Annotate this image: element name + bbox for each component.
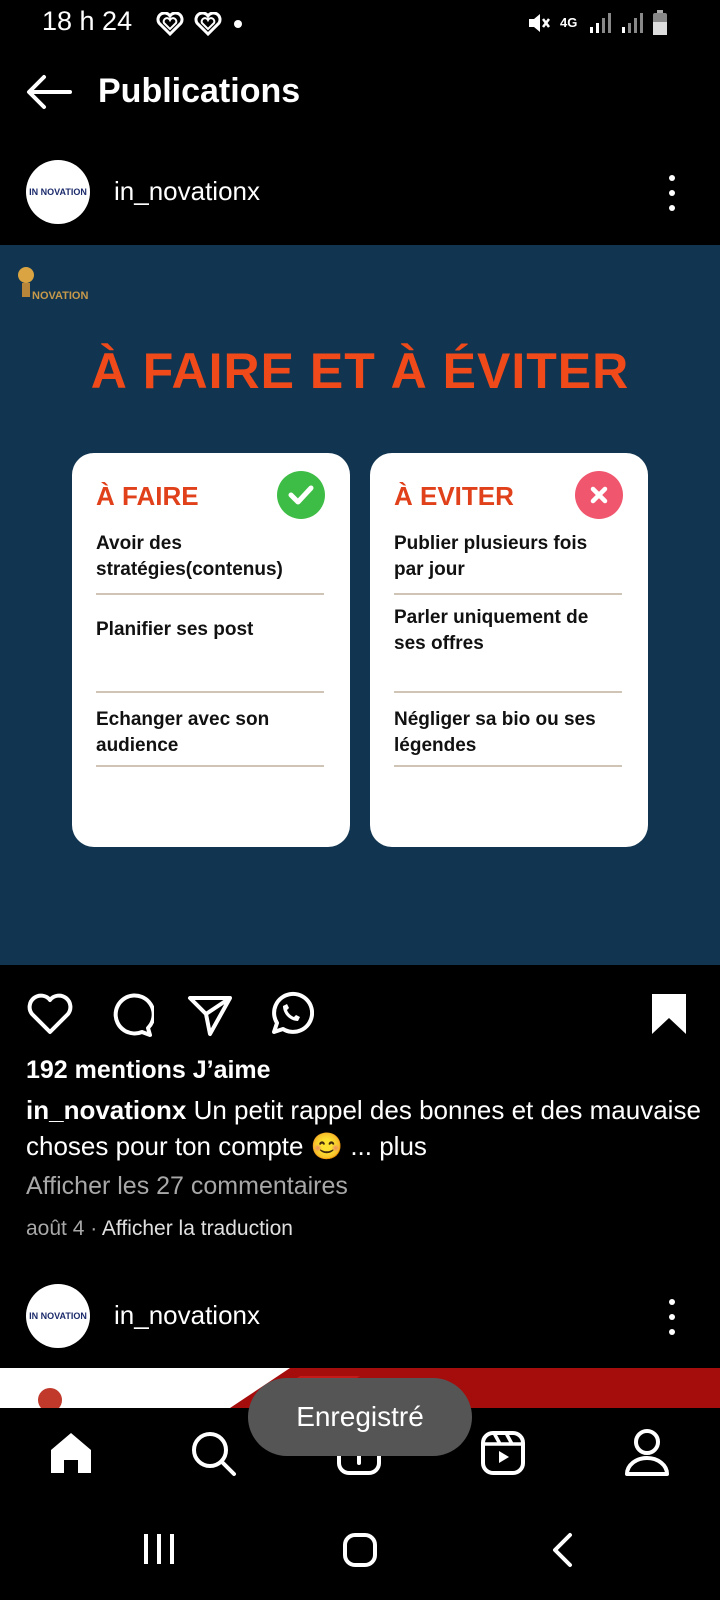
do-item: Planifier ses post — [96, 619, 254, 640]
dont-card — [370, 453, 648, 847]
do-card — [72, 453, 350, 847]
back-nav-icon[interactable] — [550, 1532, 574, 1568]
heart-notification-icon — [156, 12, 184, 36]
heart-notification-icon — [194, 12, 222, 36]
divider — [96, 765, 324, 767]
battery-icon — [652, 10, 668, 36]
caption-more-link[interactable]: ... plus — [350, 1131, 427, 1161]
post-image[interactable] — [0, 245, 720, 965]
status-time: 18 h 24 — [42, 6, 133, 36]
meta-separator: · — [84, 1217, 102, 1240]
home-button-icon[interactable] — [342, 1532, 378, 1568]
mute-icon — [526, 11, 552, 35]
likes-count[interactable]: 192 mentions J’aime — [26, 1056, 271, 1084]
post-username[interactable]: in_novationx — [114, 176, 260, 206]
saved-toast: Enregistré — [248, 1378, 472, 1456]
profile-icon[interactable] — [624, 1428, 670, 1478]
dont-item: Négliger sa bio ou ses légendes — [394, 709, 596, 756]
home-icon[interactable] — [48, 1430, 94, 1476]
translate-link[interactable]: Afficher la traduction — [101, 1217, 293, 1240]
dont-card-title: À EVITER — [394, 481, 514, 511]
like-heart-icon[interactable] — [26, 992, 74, 1036]
checkmark-icon — [277, 471, 325, 519]
avatar[interactable] — [26, 160, 90, 224]
post-username[interactable]: in_novationx — [114, 1300, 260, 1330]
do-item: Echanger avec son audience — [96, 709, 270, 756]
system-navigation-bar — [0, 1508, 720, 1600]
saved-bookmark-icon[interactable] — [650, 992, 688, 1036]
status-notification-icons — [156, 12, 244, 36]
post-actions — [0, 990, 720, 1046]
post-caption — [26, 1092, 706, 1164]
divider — [394, 765, 622, 767]
more-options-icon[interactable] — [667, 175, 677, 211]
next-post-header — [0, 1284, 720, 1350]
reels-icon[interactable] — [480, 1430, 526, 1476]
divider — [96, 691, 324, 693]
page-title: Publications — [98, 72, 301, 110]
bulb-logo-icon — [10, 263, 100, 309]
back-arrow-icon[interactable] — [26, 74, 72, 110]
image-title: À FAIRE ET À ÉVITER — [90, 343, 630, 399]
status-system-icons — [526, 10, 668, 36]
svg-text:NOVATION: NOVATION — [32, 290, 89, 302]
dont-item: Parler uniquement de ses offres — [394, 607, 589, 654]
post-date: août 4 — [26, 1217, 85, 1240]
post-meta — [26, 1217, 293, 1241]
divider — [394, 691, 622, 693]
caption-text: Un petit rappel des bonnes et des mauvaise choses pour ton compte 😊 — [26, 1095, 701, 1161]
divider — [394, 593, 622, 595]
do-card-title: À FAIRE — [96, 481, 199, 511]
dot-icon — [232, 18, 244, 30]
more-options-icon[interactable] — [667, 1299, 677, 1335]
status-bar — [0, 0, 720, 46]
dont-item: Publier plusieurs fois par jour — [394, 533, 588, 580]
whatsapp-icon[interactable] — [266, 990, 314, 1038]
divider — [96, 593, 324, 595]
do-item: Avoir des stratégies(contenus) — [96, 533, 283, 580]
share-send-icon[interactable] — [186, 992, 234, 1038]
caption-username[interactable]: in_novationx — [26, 1095, 187, 1125]
avatar-brand-text: IN NOVATION — [29, 186, 87, 197]
signal-icon — [588, 11, 612, 35]
signal-icon — [620, 11, 644, 35]
post-header — [0, 160, 720, 226]
comment-icon[interactable] — [108, 992, 154, 1038]
avatar[interactable] — [26, 1284, 90, 1348]
recent-apps-icon[interactable] — [142, 1532, 176, 1566]
view-comments-link[interactable]: Afficher les 27 commentaires — [26, 1172, 348, 1200]
search-icon[interactable] — [190, 1430, 238, 1478]
cross-icon — [575, 471, 623, 519]
network-type: 4G — [560, 15, 578, 30]
avatar-brand-text: IN NOVATION — [29, 1310, 87, 1321]
top-app-bar — [0, 60, 720, 124]
